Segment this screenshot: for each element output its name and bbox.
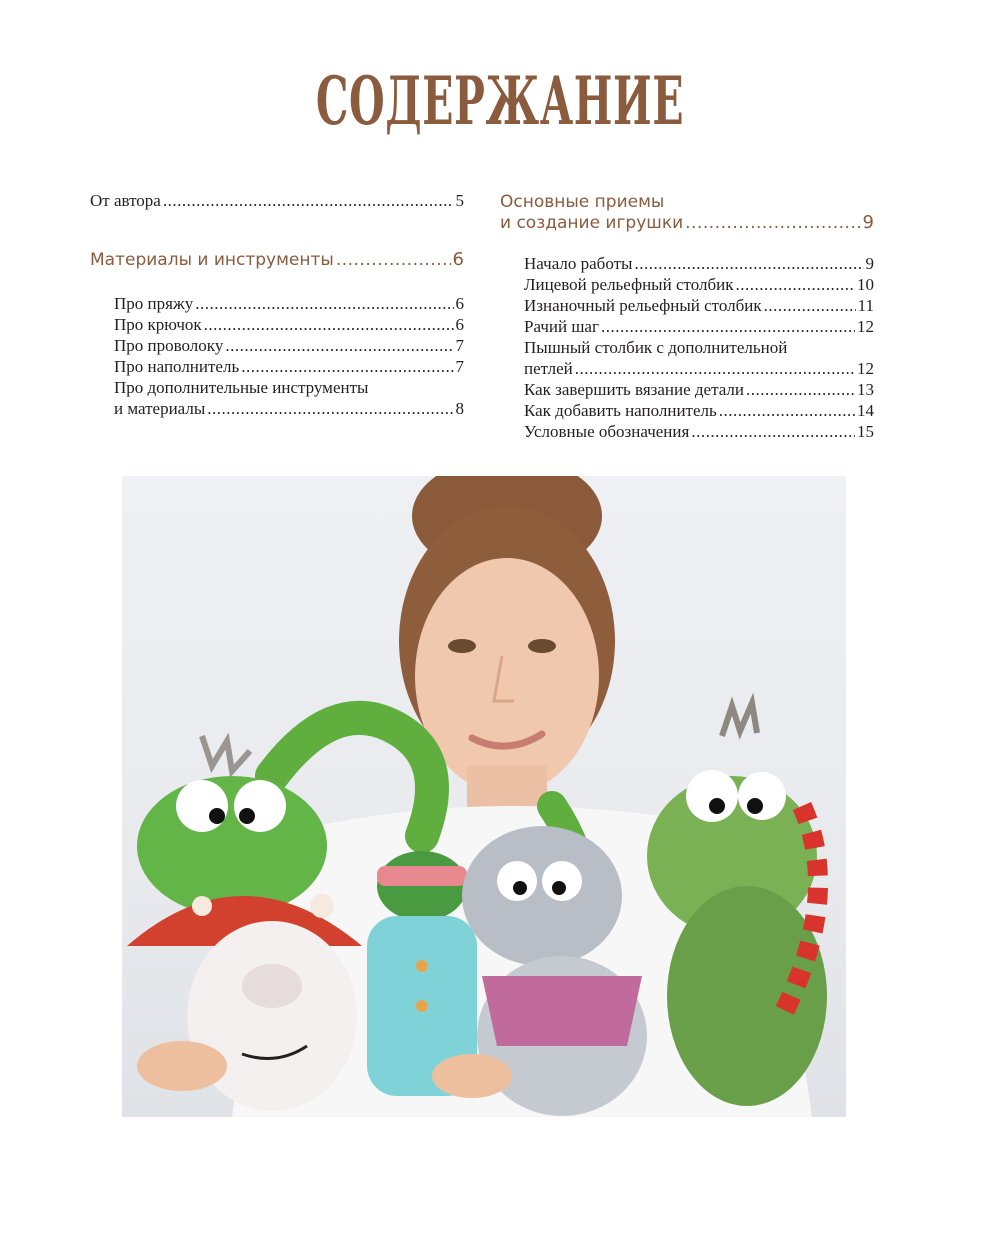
dot-leader bbox=[685, 213, 860, 234]
toc-entry-intro[interactable]: От автора ..... 5 bbox=[90, 190, 464, 211]
toc-entry[interactable]: Про проволоку ..... 7 bbox=[90, 335, 464, 356]
toc-entry[interactable]: Как добавить наполнитель ..... 14 bbox=[524, 400, 874, 421]
author-with-toys-illustration bbox=[122, 476, 846, 1117]
toc-entry[interactable]: Про наполнитель ..... 7 bbox=[90, 356, 464, 377]
author-photo bbox=[122, 476, 846, 1117]
toc-entry-wrapped[interactable]: Пышный столбик с дополнительной петлей ..... 12 bbox=[524, 337, 874, 379]
dot-leader bbox=[241, 356, 453, 377]
dot-leader bbox=[575, 358, 855, 379]
toc-entry[interactable]: Изнаночный рельефный столбик ..... 11 bbox=[524, 295, 874, 316]
dot-leader bbox=[735, 274, 855, 295]
toc-section-materials[interactable]: Материалы и инструменты ..... 6 bbox=[90, 249, 464, 271]
toc-entry[interactable]: Про крючок ..... 6 bbox=[90, 314, 464, 335]
page-title: СОДЕРЖАНИЕ bbox=[315, 62, 685, 140]
toc-section-techniques[interactable]: Основные приемы и создание игрушки ..... 9 bbox=[500, 192, 874, 234]
toc-entry-wrapped[interactable]: Про дополнительные инструменты и материалы ..... 8 bbox=[90, 377, 464, 419]
toc-entry[interactable]: Как завершить вязание детали ..... 13 bbox=[524, 379, 874, 400]
toc-entry[interactable]: Рачий шаг ..... 12 bbox=[524, 316, 874, 337]
dot-leader bbox=[601, 316, 855, 337]
toc-entry[interactable]: Про пряжу ..... 6 bbox=[90, 293, 464, 314]
toc-section-techniques-items bbox=[500, 253, 874, 442]
dot-leader bbox=[336, 250, 451, 271]
dot-leader bbox=[195, 293, 453, 314]
dot-leader bbox=[746, 379, 855, 400]
toc-section-materials-items bbox=[90, 293, 464, 419]
dot-leader bbox=[204, 314, 454, 335]
toc-right-column bbox=[500, 192, 874, 442]
dot-leader bbox=[634, 253, 863, 274]
toc-entry[interactable]: Начало работы ..... 9 bbox=[524, 253, 874, 274]
dot-leader bbox=[163, 190, 454, 211]
toc-entry[interactable]: Условные обозначения ..... 15 bbox=[524, 421, 874, 442]
toc-entry[interactable]: Лицевой рельефный столбик ..... 10 bbox=[524, 274, 874, 295]
toc-left-column bbox=[90, 190, 464, 419]
dot-leader bbox=[207, 398, 453, 419]
dot-leader bbox=[719, 400, 855, 421]
dot-leader bbox=[225, 335, 453, 356]
dot-leader bbox=[764, 295, 856, 316]
dot-leader bbox=[691, 421, 855, 442]
